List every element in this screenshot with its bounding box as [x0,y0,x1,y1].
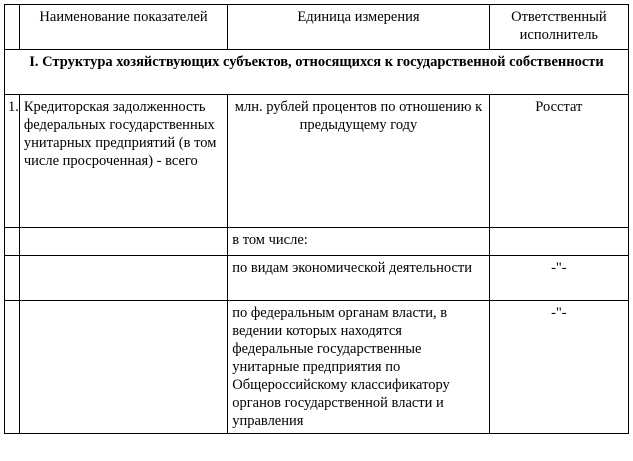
indicators-table [4,4,629,434]
section-title: I. Структура хозяйствующих субъектов, относящихся к государственной собственности [5,50,629,95]
row-name-cell: Кредиторская задолженность федеральных государственных унитарных предприятий (в том числе просроченная) - всего [19,95,227,228]
row-responsible-cell [489,228,628,256]
table-row [5,228,629,256]
header-num-cell [5,5,20,50]
row-responsible-cell: -"- [489,256,628,301]
row-name-cell [19,256,227,301]
row-responsible-cell: -"- [489,301,628,434]
header-responsible-cell: Ответственный исполнитель [489,5,628,50]
header-row [5,5,629,50]
header-name-cell: Наименование показателей [19,5,227,50]
row-num-cell [5,228,20,256]
row-num-cell [5,301,20,434]
row-unit-cell: млн. рублей процентов по отношению к предыдущему году [228,95,490,228]
row-responsible-cell: Росстат [489,95,628,228]
header-unit-cell: Единица измерения [228,5,490,50]
table-row [5,256,629,301]
row-num-cell [5,256,20,301]
section-row [5,50,629,95]
row-unit-cell: в том числе: [228,228,490,256]
row-name-cell [19,301,227,434]
table-row [5,301,629,434]
table-row [5,95,629,228]
row-num-cell: 1. [5,95,20,228]
row-name-cell [19,228,227,256]
row-unit-cell: по видам экономической деятельности [228,256,490,301]
row-unit-cell: по федеральным органам власти, в ведении которых находятся федеральные государственные унитарные предприятия по Общероссийскому классификатору органов государственной власти и управления [228,301,490,434]
